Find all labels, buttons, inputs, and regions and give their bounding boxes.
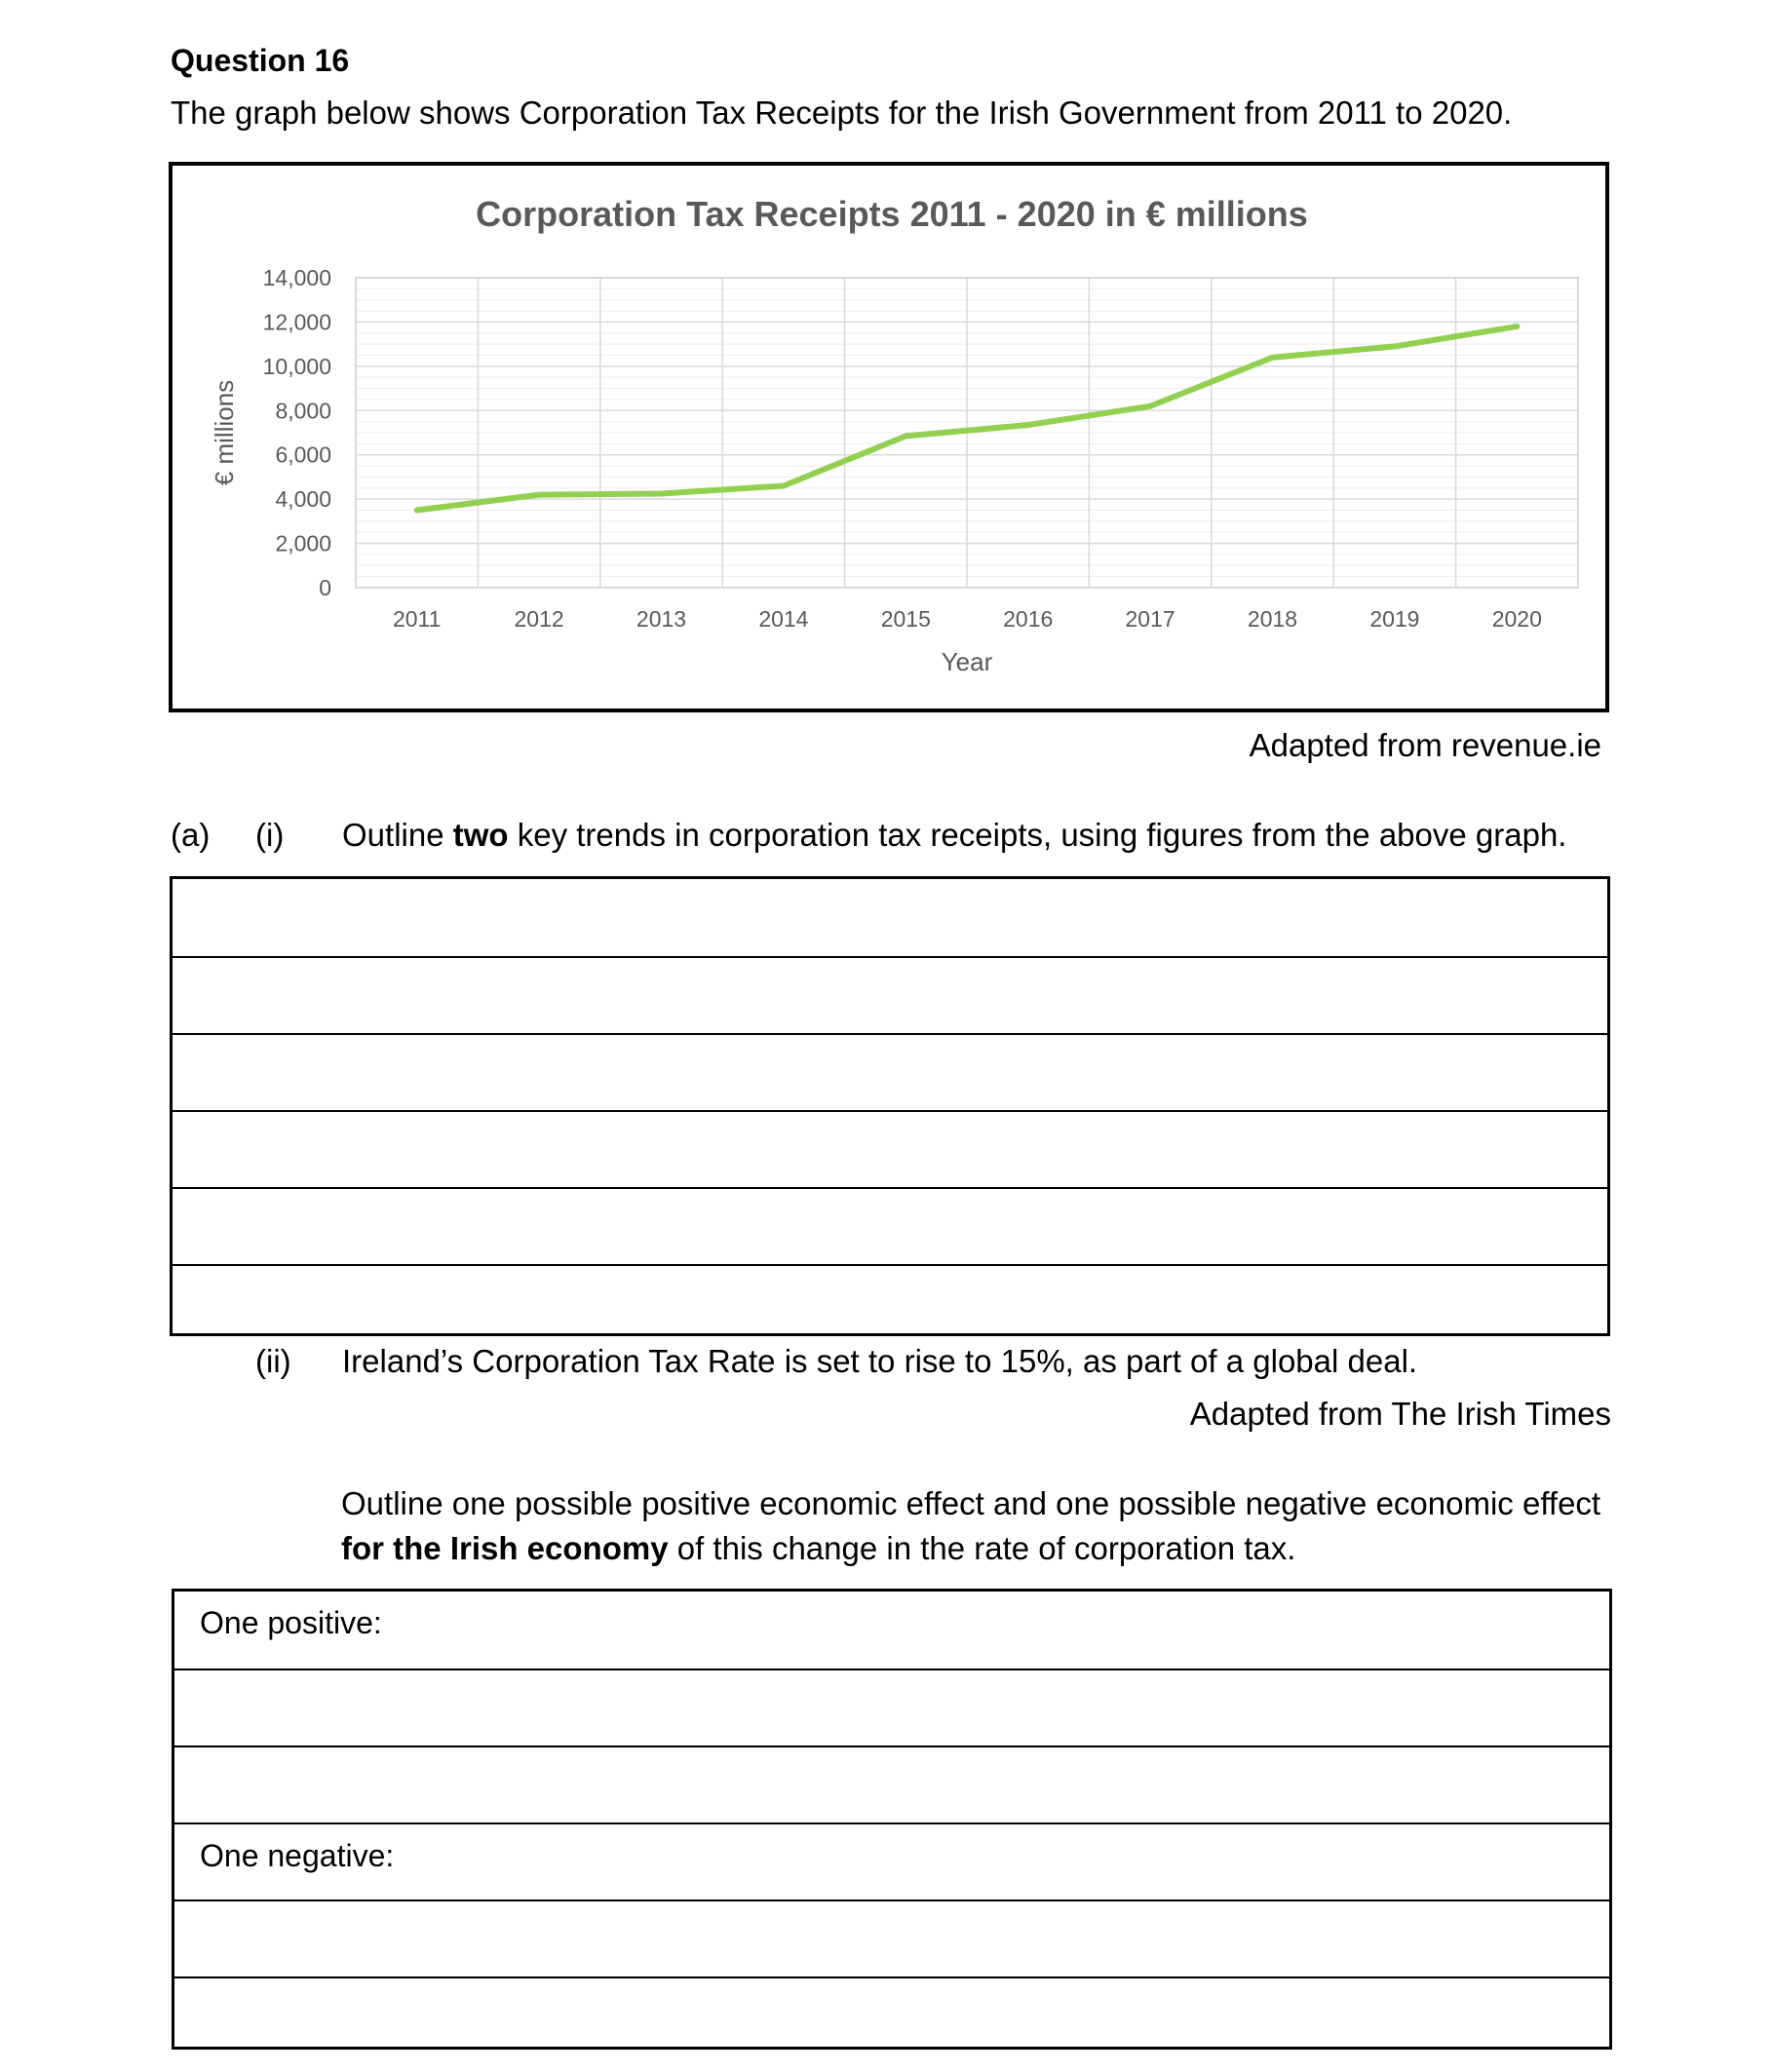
answer-line[interactable] — [174, 1746, 1609, 1823]
y-tick-label: 2,000 — [275, 530, 331, 556]
answer-line[interactable] — [173, 1187, 1607, 1264]
answer-line[interactable] — [173, 1033, 1607, 1110]
statement-source: Adapted from The Irish Times — [1189, 1396, 1611, 1432]
data-point — [904, 434, 907, 438]
answer-box-a-ii[interactable] — [172, 1589, 1612, 2050]
y-axis-label: € millions — [210, 379, 239, 486]
part-a-i-text-before: Outline — [342, 817, 453, 853]
instr-before: Outline one possible positive economic effect and one possible negative economic effect — [341, 1485, 1601, 1521]
y-tick-label: 12,000 — [262, 309, 331, 335]
positive-label: One positive: — [200, 1605, 382, 1640]
answer-line[interactable] — [173, 1264, 1607, 1341]
part-a-i-label: (i) — [255, 817, 285, 853]
part-a-ii-instruction — [341, 1481, 1637, 1571]
answer-line[interactable] — [173, 956, 1607, 1033]
x-tick-label: 2015 — [880, 606, 931, 632]
data-point — [1393, 344, 1397, 348]
instr-after: of this change in the rate of corporation tax. — [668, 1530, 1296, 1566]
y-tick-label: 8,000 — [275, 398, 331, 424]
negative-label: One negative: — [200, 1838, 395, 1873]
chart-source: Adapted from revenue.ie — [1249, 727, 1601, 763]
x-tick-label: 2013 — [636, 606, 687, 632]
x-tick-label: 2017 — [1125, 606, 1175, 632]
data-point — [1026, 423, 1030, 427]
answer-line[interactable] — [174, 1899, 1609, 1976]
negative-line[interactable] — [174, 1823, 1609, 1899]
answer-box-a-i[interactable] — [170, 876, 1610, 1336]
x-tick-label: 2020 — [1491, 606, 1542, 632]
chart-frame — [169, 162, 1609, 712]
y-tick-label: 6,000 — [275, 441, 331, 468]
x-tick-label: 2018 — [1247, 606, 1298, 632]
chart-title: Corporation Tax Receipts 2011 - 2020 in € millions — [476, 194, 1308, 234]
data-point — [415, 509, 419, 513]
data-point — [537, 493, 541, 497]
answer-line[interactable] — [174, 1669, 1609, 1746]
y-tick-label: 4,000 — [275, 486, 331, 513]
x-tick-label: 2019 — [1369, 606, 1420, 632]
part-a-ii-label: (ii) — [255, 1343, 291, 1379]
x-axis-label: Year — [941, 647, 993, 676]
data-point — [660, 491, 664, 495]
question-intro: The graph below shows Corporation Tax Receipts for the Irish Government from 2011 to 2020. — [171, 95, 1513, 131]
data-point — [1271, 356, 1275, 360]
part-a-i-question — [342, 817, 1566, 854]
answer-line[interactable] — [173, 879, 1607, 956]
y-tick-label: 0 — [319, 575, 331, 600]
x-tick-label: 2012 — [514, 606, 564, 632]
answer-line[interactable] — [173, 1110, 1607, 1187]
instr-bold: for the Irish economy — [341, 1530, 669, 1566]
x-tick-label: 2016 — [1003, 606, 1054, 632]
y-tick-label: 14,000 — [262, 265, 331, 290]
answer-line[interactable] — [174, 1976, 1609, 2053]
x-tick-label: 2011 — [392, 606, 442, 632]
part-a-ii-statement: Ireland’s Corporation Tax Rate is set to rise to 15%, as part of a global deal. — [342, 1343, 1418, 1379]
x-tick-label: 2014 — [758, 606, 809, 632]
data-point — [782, 484, 786, 488]
question-title: Question 16 — [171, 43, 350, 78]
data-point — [1515, 325, 1519, 328]
part-a-i-text-bold: two — [452, 817, 509, 853]
line-chart — [173, 166, 1613, 716]
y-tick-label: 10,000 — [262, 353, 331, 379]
positive-line[interactable] — [174, 1592, 1609, 1669]
part-a-i-text-after: key trends in corporation tax receipts, using figures from the above graph. — [508, 817, 1567, 853]
part-a-label: (a) — [171, 817, 211, 853]
data-point — [1148, 404, 1152, 408]
